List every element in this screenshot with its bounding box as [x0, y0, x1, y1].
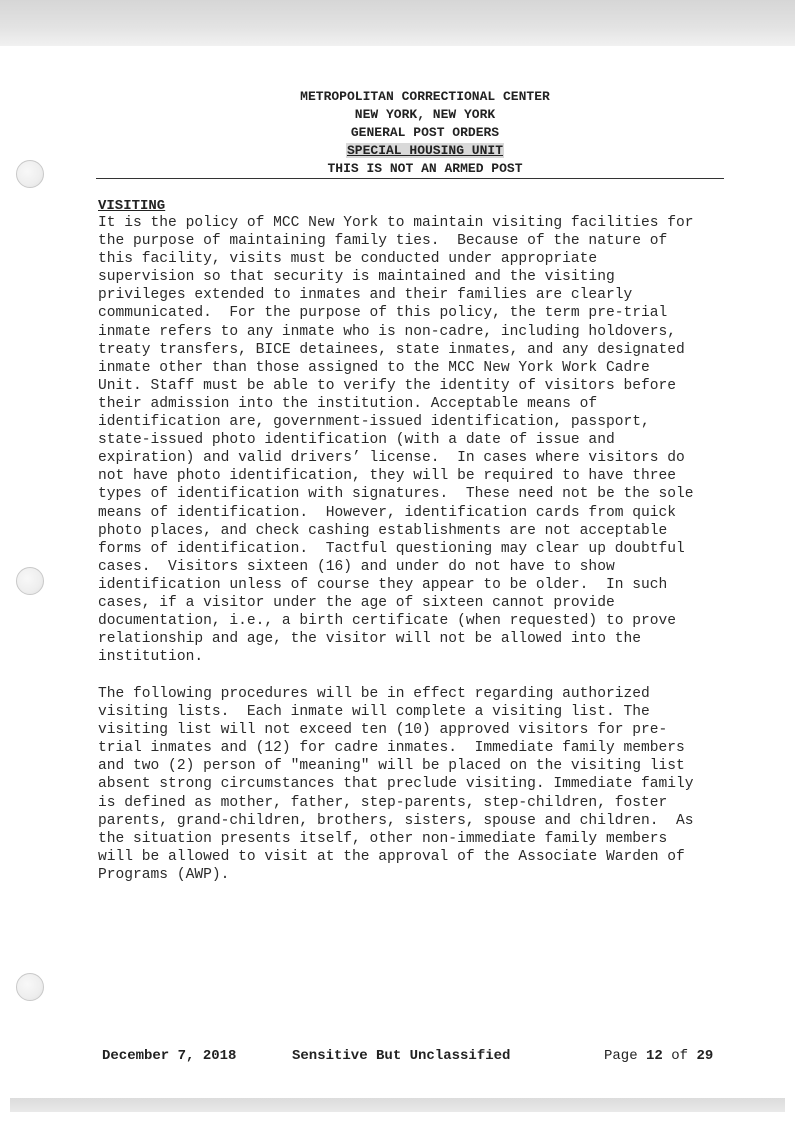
header-unit: SPECIAL HOUSING UNIT	[346, 143, 504, 158]
punch-hole-bottom	[16, 973, 44, 1001]
header-location: NEW YORK, NEW YORK	[354, 107, 496, 122]
scan-border-top	[0, 0, 795, 46]
total-pages: 29	[696, 1048, 714, 1064]
header-divider	[96, 178, 724, 179]
header-institution: METROPOLITAN CORRECTIONAL CENTER	[300, 89, 550, 104]
document-header	[170, 88, 680, 178]
section-title: VISITING	[98, 198, 166, 214]
current-page: 12	[646, 1048, 663, 1064]
footer-date: December 7, 2018	[102, 1048, 237, 1064]
page-label: Page	[604, 1048, 638, 1064]
footer-classification: Sensitive But Unclassified	[292, 1048, 511, 1064]
page-of-label: of	[671, 1048, 689, 1064]
punch-hole-top	[16, 160, 44, 188]
visiting-policy-paragraph: It is the policy of MCC New York to maintain visiting facilities for the purpose of maintaining family ties. Because of the nature of this facility, visits must be conducted under appropriate supervision so that security is maintained and the visiting privileges extended to inmates and their families are clearly communicated. For the purpose of this policy, the term pre-trial inmate refers to any inmate who is non-cadre, including holdovers, treaty transfers, BICE detainees, state inmates, and any designated inmate other than those assigned to the MCC New York Work Cadre Unit. Staff must be able to verify the identity of visitors before their admission into the institution. Acceptable means of identification are, government-issued identification, passport, state-issued photo identification (with a date of issue and expiration) and valid drivers’ license. In cases where visitors do not have photo identification, they will be required to have three types of identification with signatures. These need not be the sole means of identification. However, identification cards from quick photo places, and check cashing establishments are not acceptable forms of identification. Tactful questioning may clear up doubtful cases. Visitors sixteen (16) and under do not have to show identification unless of course they appear to be older. In such cases, if a visitor under the age of sixteen cannot provide documentation, i.e., a birth certificate (when requested) to prove relationship and age, the visitor will not be allowed into the institution.	[98, 215, 694, 666]
footer-page-number	[604, 1047, 713, 1065]
punch-hole-middle	[16, 567, 44, 595]
header-post-status: THIS IS NOT AN ARMED POST	[327, 161, 523, 176]
header-document-type: GENERAL POST ORDERS	[350, 125, 500, 140]
visiting-list-paragraph: The following procedures will be in effect regarding authorized visiting lists. Each inmate will complete a visiting list. The visiting list will not exceed ten (10) approved visitors for pre- trial inmates and (12) for cadre inmates. Immediate family members and two (2) person of "meaning" will be placed on the visiting list absent strong circumstances that preclude visiting. Immediate family is defined as mother, father, step-parents, step-children, foster parents, grand-children, brothers, sisters, spouse and children. As the situation presents itself, other non-immediate family members will be allowed to visit at the approval of the Associate Warden of Programs (AWP).	[98, 686, 694, 883]
scan-border-bottom	[10, 1098, 785, 1112]
